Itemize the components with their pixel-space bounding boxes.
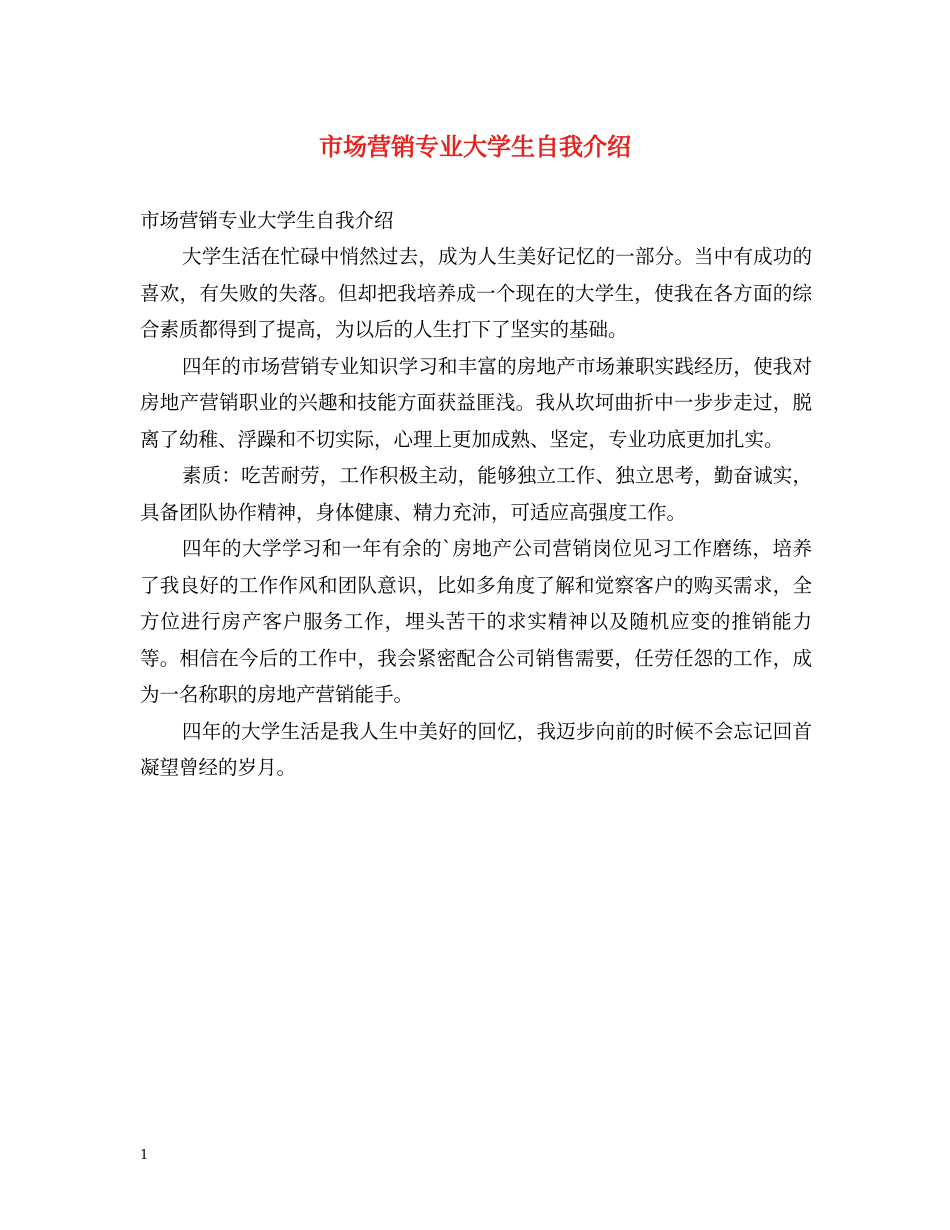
paragraph-2: 四年的市场营销专业知识学习和丰富的房地产市场兼职实践经历，使我对房地产营销职业的兴趣和技能方面获益匪浅。我从坎坷曲折中一步步走过，脱离了幼稚、浮躁和不切实际，心理上更加成熟、坚定，专业功底更加扎实。 bbox=[140, 354, 812, 451]
document-title: 市场营销专业大学生自我介绍 bbox=[319, 132, 631, 161]
paragraph-3: 素质：吃苦耐劳，工作积极主动，能够独立工作、独立思考，勤奋诚实，具备团队协作精神，身体健康、精力充沛，可适应高强度工作。 bbox=[140, 464, 812, 524]
page-number: 1 bbox=[140, 1148, 149, 1163]
paragraph-1: 大学生活在忙碌中悄然过去，成为人生美好记忆的一部分。当中有成功的喜欢，有失败的失落。但却把我培养成一个现在的大学生，使我在各方面的综合素质都得到了提高，为以后的人生打下了坚实的基础。 bbox=[140, 245, 812, 341]
document-body bbox=[140, 203, 812, 787]
document-subtitle: 市场营销专业大学生自我介绍 bbox=[140, 209, 394, 232]
paragraph-4: 四年的大学学习和一年有余的`房地产公司营销岗位见习工作磨练，培养了我良好的工作作风和团队意识，比如多角度了解和觉察客户的购买需求，全方位进行房产客户服务工作，埋头苦干的求实精神以及随机应变的推销能力等。相信在今后的工作中，我会紧密配合公司销售需要，任劳任怨的工作，成为一名称职的房地产营销能手。 bbox=[140, 537, 812, 706]
paragraph-5: 四年的大学生活是我人生中美好的回忆，我迈步向前的时候不会忘记回首凝望曾经的岁月。 bbox=[140, 719, 812, 779]
